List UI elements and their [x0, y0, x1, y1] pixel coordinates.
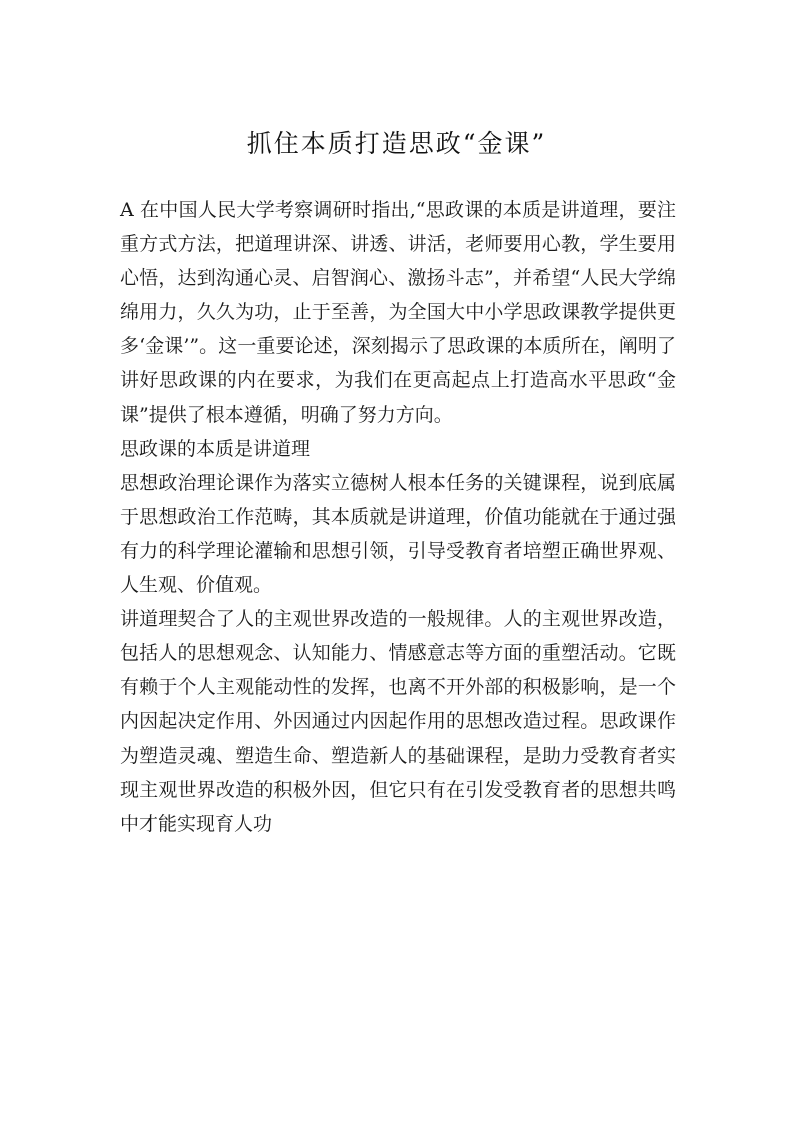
paragraph-reasoning: 讲道理契合了人的主观世界改造的一般规律。人的主观世界改造，包括人的思想观念、认知能力、情感意志等方面的重塑活动。它既有赖于个人主观能动性的发挥，也离不开外部的积极影响，是一个内因起决定作用、外因通过内因起作用的思想改造过程。思政课作为塑造灵魂、塑造生命、塑造新人的基础课程，是助力受教育者实现主观世界改造的积极外因，但它只有在引发受教育者的思想共鸣中才能实现育人功 — [120, 608, 676, 835]
paragraph-essence: 思想政治理论课作为落实立德树人根本任务的关键课程，说到底属于思想政治工作范畴，其本质就是讲道理，价值功能就在于通过强有力的科学理论灌输和思想引领，引导受教育者培塑正确世界观、人生观、价值观。 — [120, 471, 676, 597]
paragraph-intro: A 在中国人民大学考察调研时指出,“思政课的本质是讲道理，要注重方式方法，把道理讲深、讲透、讲活，老师要用心教，学生要用心悟，达到沟通心灵、启智润心、激扬斗志”，并希望“人民大学绵绵用力，久久为功，止于至善，为全国大中小学思政课教学提供更多‘金课’”。这一重要论述，深刻揭示了思政课的本质所在，阐明了讲好思政课的内在要求，为我们在更高起点上打造高水平思政“金课”提供了根本遵循，明确了努力方向。 — [120, 199, 676, 426]
section-heading: 思政课的本质是讲道理 — [120, 437, 311, 460]
document-title: 抓住本质打造思政“金课” — [246, 129, 547, 158]
document-body — [120, 193, 676, 841]
